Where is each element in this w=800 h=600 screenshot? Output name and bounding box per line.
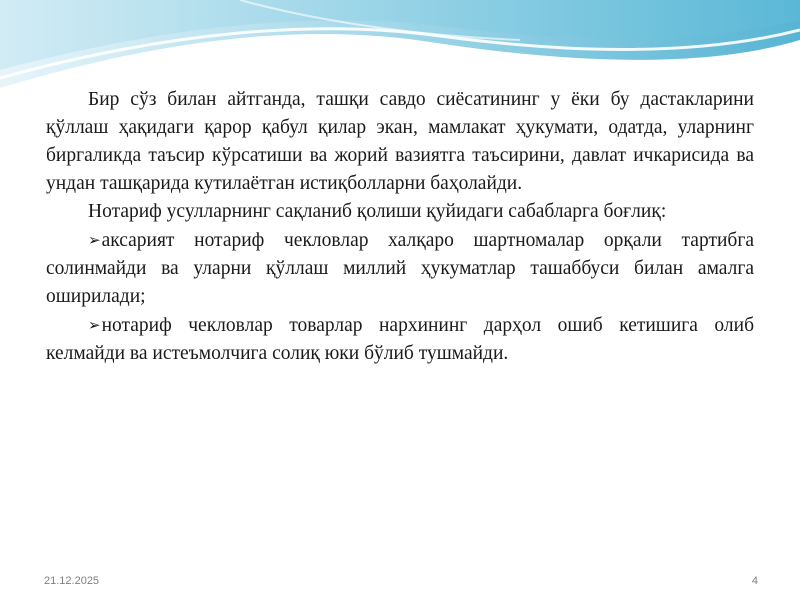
footer-date: 21.12.2025 [44,575,100,587]
bullet-item-2 [46,311,754,368]
header-wave-decoration [0,0,800,100]
paragraph-2: Нотариф усулларнинг сақланиб қолиши қуйидаги сабабларга боғлиқ: [88,201,667,222]
bullet-item-1 [46,226,754,311]
bullet-item-1-text: аксарият нотариф чекловлар халқаро шартномалар орқали тартибга солинмайди ва уларни қўллаш миллий ҳукуматлар ташаббуси билан амалга оширилади; [46,230,754,307]
paragraph-1: Бир сўз билан айтганда, ташқи савдо сиёсатининг у ёки бу дастакларини қўллаш ҳақидаги қарор қабул қилар экан, мамлакат ҳукумати, одатда, уларнинг биргаликда таъсир кўрсатиши ва жорий вазиятга таъсирини, давлат ичкарисида ва ундан ташқарида кутилаётган истиқболларни баҳолайди. [46,89,754,194]
arrow-bullet-icon: ➢ [88,231,101,249]
page-number: 4 [751,575,758,587]
slide-body [46,86,754,368]
bullet-item-2-text: нотариф чекловлар товарлар нархининг дарҳол ошиб кетишига олиб келмайди ва истеъмолчига солиқ юки бўлиб тушмайди. [46,315,754,364]
arrow-bullet-icon: ➢ [88,316,101,334]
